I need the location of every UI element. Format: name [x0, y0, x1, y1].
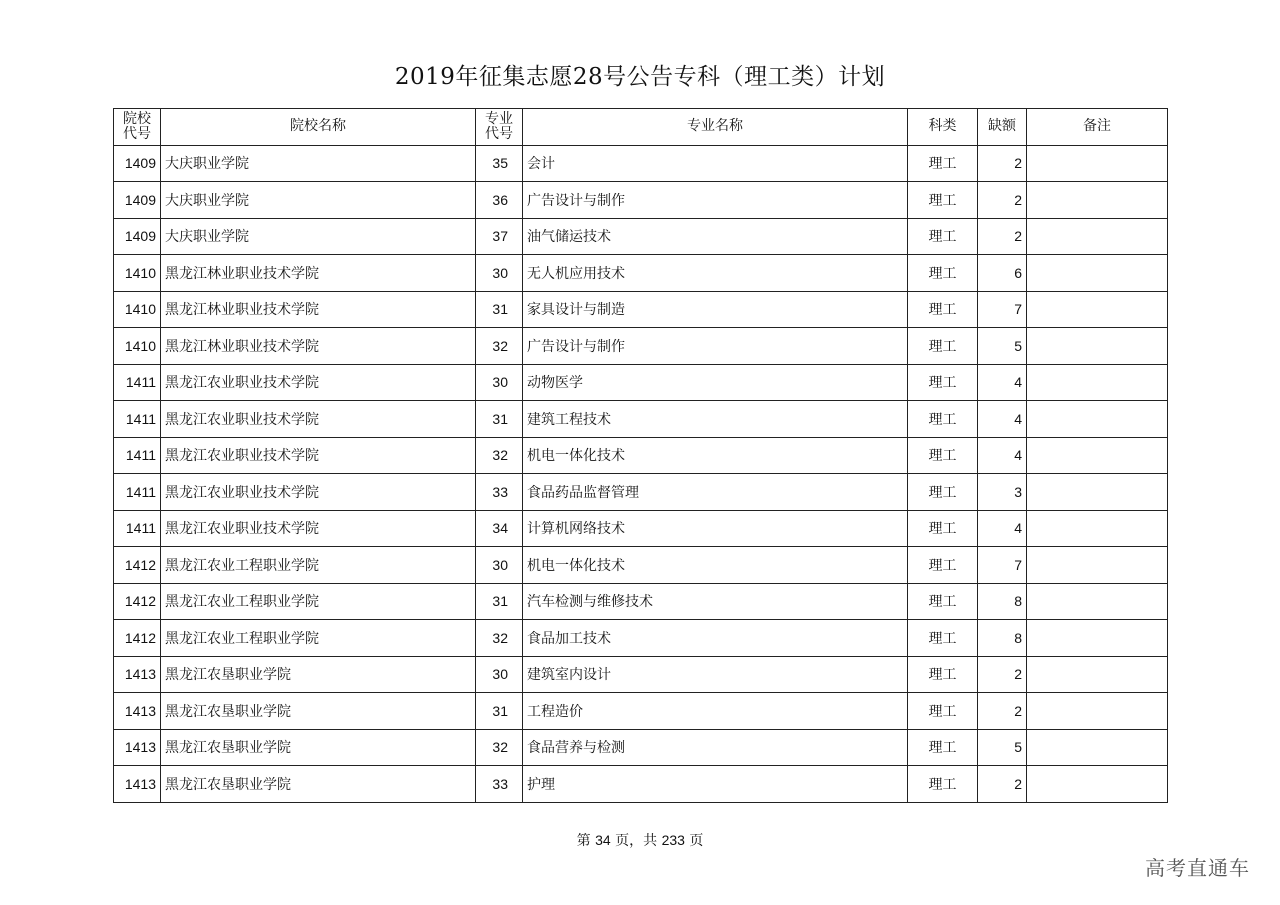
category-cell: 理工 [908, 656, 978, 693]
header-school-name: 院校名称 [161, 109, 476, 146]
category-cell: 理工 [908, 729, 978, 766]
table-row [114, 401, 1168, 438]
header-major-name: 专业名称 [523, 109, 908, 146]
school-code-cell: 1412 [114, 547, 161, 584]
header-quota: 缺额 [978, 109, 1027, 146]
school-name-cell: 黑龙江农业职业技术学院 [161, 510, 476, 547]
school-name-cell: 黑龙江林业职业技术学院 [161, 328, 476, 365]
major-name-cell: 食品加工技术 [523, 620, 908, 657]
notes-cell [1027, 328, 1168, 365]
school-code-cell: 1413 [114, 656, 161, 693]
major-code-cell: 32 [476, 328, 523, 365]
school-code-cell: 1409 [114, 218, 161, 255]
major-name-cell: 食品药品监督管理 [523, 474, 908, 511]
table-row [114, 547, 1168, 584]
quota-cell: 4 [978, 401, 1027, 438]
category-cell: 理工 [908, 474, 978, 511]
quota-cell: 5 [978, 328, 1027, 365]
notes-cell [1027, 656, 1168, 693]
major-name-cell: 油气储运技术 [523, 218, 908, 255]
table-row [114, 291, 1168, 328]
major-name-cell: 无人机应用技术 [523, 255, 908, 292]
quota-cell: 2 [978, 766, 1027, 803]
watermark-text: 高考直通车 [1145, 856, 1250, 880]
table-row [114, 182, 1168, 219]
table-row [114, 364, 1168, 401]
table-row [114, 766, 1168, 803]
school-code-cell: 1412 [114, 583, 161, 620]
school-code-cell: 1411 [114, 474, 161, 511]
quota-cell: 6 [978, 255, 1027, 292]
table-header-row [114, 109, 1168, 146]
major-code-cell: 35 [476, 145, 523, 182]
school-name-cell: 黑龙江农垦职业学院 [161, 693, 476, 730]
school-name-cell: 黑龙江农业工程职业学院 [161, 547, 476, 584]
major-name-cell: 家具设计与制造 [523, 291, 908, 328]
quota-cell: 2 [978, 182, 1027, 219]
major-name-cell: 机电一体化技术 [523, 547, 908, 584]
major-name-cell: 护理 [523, 766, 908, 803]
header-school-code: 院校代号 [114, 109, 161, 146]
table-row [114, 583, 1168, 620]
major-name-cell: 计算机网络技术 [523, 510, 908, 547]
major-code-cell: 32 [476, 729, 523, 766]
major-code-cell: 33 [476, 766, 523, 803]
school-code-cell: 1410 [114, 255, 161, 292]
footer-prefix: 第 [576, 833, 591, 849]
major-code-cell: 37 [476, 218, 523, 255]
table-row [114, 620, 1168, 657]
category-cell: 理工 [908, 255, 978, 292]
major-code-cell: 31 [476, 583, 523, 620]
quota-cell: 4 [978, 364, 1027, 401]
major-name-cell: 广告设计与制作 [523, 328, 908, 365]
school-name-cell: 黑龙江农业工程职业学院 [161, 583, 476, 620]
school-name-cell: 黑龙江农业职业技术学院 [161, 364, 476, 401]
category-cell: 理工 [908, 364, 978, 401]
notes-cell [1027, 401, 1168, 438]
notes-cell [1027, 729, 1168, 766]
table-row [114, 255, 1168, 292]
header-notes: 备注 [1027, 109, 1168, 146]
quota-cell: 5 [978, 729, 1027, 766]
major-code-cell: 30 [476, 656, 523, 693]
school-name-cell: 黑龙江农业工程职业学院 [161, 620, 476, 657]
category-cell: 理工 [908, 547, 978, 584]
major-name-cell: 工程造价 [523, 693, 908, 730]
quota-cell: 3 [978, 474, 1027, 511]
category-cell: 理工 [908, 182, 978, 219]
school-code-cell: 1411 [114, 364, 161, 401]
school-name-cell: 黑龙江农业职业技术学院 [161, 437, 476, 474]
notes-cell [1027, 620, 1168, 657]
major-code-cell: 34 [476, 510, 523, 547]
school-name-cell: 黑龙江农业职业技术学院 [161, 401, 476, 438]
category-cell: 理工 [908, 766, 978, 803]
category-cell: 理工 [908, 328, 978, 365]
major-code-cell: 31 [476, 401, 523, 438]
notes-cell [1027, 255, 1168, 292]
quota-cell: 7 [978, 291, 1027, 328]
quota-cell: 8 [978, 620, 1027, 657]
school-name-cell: 黑龙江农垦职业学院 [161, 766, 476, 803]
major-code-cell: 36 [476, 182, 523, 219]
notes-cell [1027, 145, 1168, 182]
page-title: 2019年征集志愿28号公告专科（理工类）计划 [394, 64, 886, 90]
major-code-cell: 32 [476, 620, 523, 657]
quota-cell: 2 [978, 218, 1027, 255]
notes-cell [1027, 766, 1168, 803]
category-cell: 理工 [908, 145, 978, 182]
footer-middle: 页，共 [615, 833, 658, 849]
notes-cell [1027, 510, 1168, 547]
footer-page-number: 34 [595, 832, 611, 848]
school-code-cell: 1410 [114, 291, 161, 328]
table-body [114, 145, 1168, 802]
category-cell: 理工 [908, 620, 978, 657]
school-name-cell: 黑龙江农业职业技术学院 [161, 474, 476, 511]
school-code-cell: 1413 [114, 693, 161, 730]
major-name-cell: 汽车检测与维修技术 [523, 583, 908, 620]
major-name-cell: 动物医学 [523, 364, 908, 401]
school-name-cell: 黑龙江农垦职业学院 [161, 656, 476, 693]
major-name-cell: 建筑工程技术 [523, 401, 908, 438]
major-name-cell: 机电一体化技术 [523, 437, 908, 474]
major-code-cell: 33 [476, 474, 523, 511]
footer-total-pages: 233 [661, 832, 685, 848]
table-row [114, 510, 1168, 547]
major-name-cell: 广告设计与制作 [523, 182, 908, 219]
notes-cell [1027, 474, 1168, 511]
notes-cell [1027, 182, 1168, 219]
school-code-cell: 1413 [114, 766, 161, 803]
school-name-cell: 黑龙江林业职业技术学院 [161, 255, 476, 292]
major-code-cell: 31 [476, 693, 523, 730]
school-code-cell: 1411 [114, 510, 161, 547]
school-code-cell: 1411 [114, 401, 161, 438]
major-code-cell: 30 [476, 255, 523, 292]
quota-cell: 2 [978, 145, 1027, 182]
notes-cell [1027, 291, 1168, 328]
major-code-cell: 32 [476, 437, 523, 474]
school-code-cell: 1413 [114, 729, 161, 766]
notes-cell [1027, 547, 1168, 584]
category-cell: 理工 [908, 218, 978, 255]
notes-cell [1027, 364, 1168, 401]
major-name-cell: 会计 [523, 145, 908, 182]
notes-cell [1027, 583, 1168, 620]
major-code-cell: 31 [476, 291, 523, 328]
quota-cell: 2 [978, 656, 1027, 693]
category-cell: 理工 [908, 693, 978, 730]
table-row [114, 693, 1168, 730]
table-row [114, 437, 1168, 474]
table-row [114, 656, 1168, 693]
school-code-cell: 1410 [114, 328, 161, 365]
major-code-cell: 30 [476, 547, 523, 584]
table-row [114, 145, 1168, 182]
quota-cell: 8 [978, 583, 1027, 620]
notes-cell [1027, 437, 1168, 474]
school-code-cell: 1412 [114, 620, 161, 657]
table-row [114, 218, 1168, 255]
quota-cell: 4 [978, 437, 1027, 474]
school-name-cell: 大庆职业学院 [161, 218, 476, 255]
school-name-cell: 黑龙江农垦职业学院 [161, 729, 476, 766]
school-name-cell: 黑龙江林业职业技术学院 [161, 291, 476, 328]
header-major-code: 专业代号 [476, 109, 523, 146]
quota-cell: 4 [978, 510, 1027, 547]
school-code-cell: 1409 [114, 145, 161, 182]
footer-suffix: 页 [689, 833, 704, 849]
table-row [114, 729, 1168, 766]
header-category: 科类 [908, 109, 978, 146]
major-name-cell: 食品营养与检测 [523, 729, 908, 766]
quota-cell: 7 [978, 547, 1027, 584]
school-name-cell: 大庆职业学院 [161, 145, 476, 182]
school-name-cell: 大庆职业学院 [161, 182, 476, 219]
table-row [114, 328, 1168, 365]
category-cell: 理工 [908, 510, 978, 547]
school-code-cell: 1409 [114, 182, 161, 219]
category-cell: 理工 [908, 401, 978, 438]
school-code-cell: 1411 [114, 437, 161, 474]
notes-cell [1027, 693, 1168, 730]
major-code-cell: 30 [476, 364, 523, 401]
plan-table [113, 108, 1168, 803]
category-cell: 理工 [908, 291, 978, 328]
major-name-cell: 建筑室内设计 [523, 656, 908, 693]
notes-cell [1027, 218, 1168, 255]
page-footer [0, 830, 1280, 850]
quota-cell: 2 [978, 693, 1027, 730]
category-cell: 理工 [908, 437, 978, 474]
table-row [114, 474, 1168, 511]
category-cell: 理工 [908, 583, 978, 620]
